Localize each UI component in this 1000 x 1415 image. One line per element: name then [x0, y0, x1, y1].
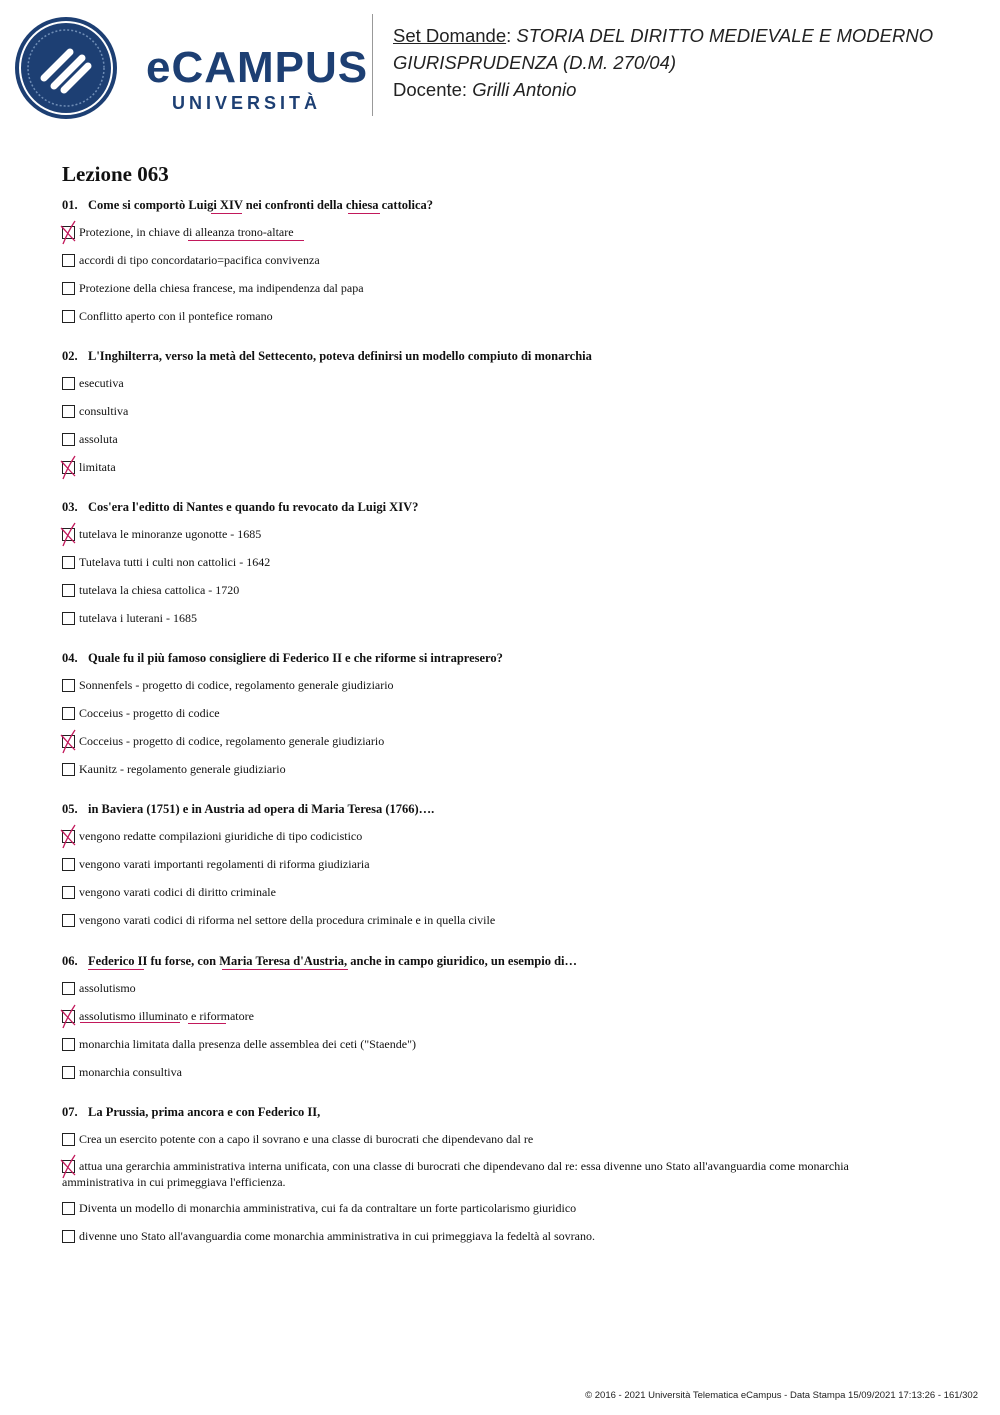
answer-text: vengono varati codici di riforma nel settore della procedura criminale e in quella civile — [79, 913, 496, 927]
answer-checkbox[interactable] — [62, 830, 75, 843]
answer-checkbox[interactable] — [62, 707, 75, 720]
answer-text: monarchia consultiva — [79, 1065, 182, 1079]
answer-option — [62, 1064, 922, 1080]
answer-option — [62, 980, 922, 996]
question-number: 04. — [62, 651, 78, 665]
teacher-line — [393, 76, 933, 103]
brand-name: eCAMPUS — [146, 43, 369, 92]
answer-option — [62, 1131, 922, 1147]
answer-checkbox[interactable] — [62, 377, 75, 390]
answer-text: tutelava le minoranze ugonotte - 1685 — [79, 527, 262, 541]
question-1 — [62, 198, 433, 213]
handwritten-underline — [220, 213, 242, 214]
handwritten-underline — [88, 969, 144, 970]
answer-option — [62, 1228, 922, 1244]
answer-checkbox[interactable] — [62, 433, 75, 446]
answer-checkbox[interactable] — [62, 556, 75, 569]
answer-checkbox[interactable] — [62, 679, 75, 692]
answer-option — [62, 554, 922, 570]
set-label: Set Domande — [393, 25, 507, 46]
answer-text: tutelava i luterani - 1685 — [79, 611, 197, 625]
answer-text: assoluta — [79, 432, 118, 446]
question-text: Federico II fu forse, con Maria Teresa d'Austria, anche in campo giuridico, un esempio di… — [88, 954, 577, 968]
answer-checkbox[interactable] — [62, 982, 75, 995]
answer-option — [62, 280, 922, 296]
answer-text: Conflitto aperto con il pontefice romano — [79, 309, 273, 323]
answer-option — [62, 431, 922, 447]
question-text: Cos'era l'editto di Nantes e quando fu revocato da Luigi XIV? — [88, 500, 419, 514]
answer-text: assolutismo illuminato e riformatore — [79, 1009, 254, 1023]
answer-text: tutelava la chiesa cattolica - 1720 — [79, 583, 240, 597]
question-text: in Baviera (1751) e in Austria ad opera di Maria Teresa (1766)…. — [88, 802, 435, 816]
footer-text: © 2016 - 2021 Università Telematica eCampus - Data Stampa 15/09/2021 17:13:26 - 161/302 — [585, 1390, 978, 1401]
answer-text: vengono varati codici di diritto criminale — [79, 885, 276, 899]
answer-text: vengono varati importanti regolamenti di riforma giudiziaria — [79, 857, 370, 871]
answer-checkbox[interactable] — [62, 1202, 75, 1215]
answer-checkbox[interactable] — [62, 1066, 75, 1079]
question-3 — [62, 500, 418, 515]
answer-option — [62, 1200, 922, 1216]
answer-text: attua una gerarchia amministrativa interna unificata, con una classe di burocrati che dipendevano dal re: essa divenne uno Stato all'avanguardia come monarchia amministrativa in cui primeggiava l'efficienza. — [62, 1159, 849, 1189]
answer-checkbox[interactable] — [62, 612, 75, 625]
answer-checkbox[interactable] — [62, 914, 75, 927]
header-info — [393, 22, 933, 103]
ecampus-logo — [14, 16, 369, 116]
answer-text: Cocceius - progetto di codice — [79, 706, 220, 720]
question-text: Come si comportò Luigi XIV nei confronti della chiesa cattolica? — [88, 198, 433, 212]
answer-text: consultiva — [79, 404, 129, 418]
question-text: La Prussia, prima ancora e con Federico II, — [88, 1105, 321, 1119]
answer-option — [62, 1158, 922, 1190]
answer-option — [62, 252, 922, 268]
answer-option — [62, 308, 922, 324]
ecampus-emblem-icon — [14, 16, 118, 120]
answer-checkbox[interactable] — [62, 1230, 75, 1243]
answer-checkbox[interactable] — [62, 226, 75, 239]
answer-text: vengono redatte compilazioni giuridiche di tipo codicistico — [79, 829, 363, 843]
answer-option — [62, 403, 922, 419]
answer-option — [62, 582, 922, 598]
question-number: 03. — [62, 500, 78, 514]
teacher-label: Docente: — [393, 79, 468, 100]
answer-option — [62, 828, 922, 844]
answer-text: Tutelava tutti i culti non cattolici - 1642 — [79, 555, 271, 569]
answer-option — [62, 375, 922, 391]
teacher-name: Grilli Antonio — [472, 79, 577, 100]
answer-checkbox[interactable] — [62, 1160, 75, 1173]
answer-checkbox[interactable] — [62, 405, 75, 418]
answer-text: Diventa un modello di monarchia amministrativa, cui fa da contraltare un forte particolarismo giuridico — [79, 1201, 577, 1215]
answer-text: Crea un esercito potente con a capo il sovrano e una classe di burocrati che dipendevano dal re — [79, 1132, 534, 1146]
answer-checkbox[interactable] — [62, 584, 75, 597]
answer-option — [62, 1036, 922, 1052]
course-line: Set Domande: STORIA DEL DIRITTO MEDIEVALE E MODERNO — [393, 25, 934, 46]
answer-option — [62, 856, 922, 872]
answer-checkbox[interactable] — [62, 735, 75, 748]
answer-text: Kaunitz - regolamento generale giudiziario — [79, 762, 286, 776]
answer-text: Protezione della chiesa francese, ma indipendenza dal papa — [79, 281, 364, 295]
answer-text: assolutismo — [79, 981, 136, 995]
answer-text: accordi di tipo concordatario=pacifica convivenza — [79, 253, 320, 267]
answer-option — [62, 733, 922, 749]
answer-option — [62, 705, 922, 721]
answer-option — [62, 912, 922, 928]
handwritten-underline — [188, 1023, 226, 1024]
question-number: 02. — [62, 349, 78, 363]
answer-checkbox[interactable] — [62, 886, 75, 899]
answer-checkbox[interactable] — [62, 310, 75, 323]
question-number: 01. — [62, 198, 78, 212]
answer-text: Sonnenfels - progetto di codice, regolamento generale giudiziario — [79, 678, 394, 692]
answer-text: limitata — [79, 460, 116, 474]
question-number: 05. — [62, 802, 78, 816]
answer-checkbox[interactable] — [62, 1133, 75, 1146]
answer-option — [62, 1008, 922, 1024]
answer-option — [62, 884, 922, 900]
question-6 — [62, 954, 577, 969]
answer-text: esecutiva — [79, 376, 124, 390]
course-title: STORIA DEL DIRITTO MEDIEVALE E MODERNO — [516, 25, 934, 46]
answer-text: Cocceius - progetto di codice, regolamento generale giudiziario — [79, 734, 385, 748]
answer-text: monarchia limitata dalla presenza delle assemblea dei ceti ("Staende") — [79, 1037, 416, 1051]
answer-option — [62, 761, 922, 777]
brand-subtitle: UNIVERSITÀ — [172, 93, 322, 113]
answer-checkbox[interactable] — [62, 461, 75, 474]
answer-option — [62, 610, 922, 626]
handwritten-underline — [188, 240, 304, 241]
header-divider — [372, 14, 373, 116]
question-7 — [62, 1105, 320, 1120]
handwritten-underline — [222, 969, 348, 970]
answer-checkbox[interactable] — [62, 763, 75, 776]
answer-checkbox[interactable] — [62, 254, 75, 267]
answer-checkbox[interactable] — [62, 282, 75, 295]
question-5 — [62, 802, 434, 817]
answer-checkbox[interactable] — [62, 1010, 75, 1023]
lesson-title: Lezione 063 — [62, 162, 169, 186]
question-2 — [62, 349, 592, 364]
answer-checkbox[interactable] — [62, 528, 75, 541]
degree-line — [393, 49, 933, 76]
answer-checkbox[interactable] — [62, 1038, 75, 1051]
question-number: 07. — [62, 1105, 78, 1119]
answer-checkbox[interactable] — [62, 858, 75, 871]
question-text: L'Inghilterra, verso la metà del Settecento, poteva definirsi un modello compiuto di monarchia — [88, 349, 592, 363]
question-4 — [62, 651, 503, 666]
answer-text: divenne uno Stato all'avanguardia come monarchia amministrativa in cui primeggiava la fedeltà al sovrano. — [79, 1229, 595, 1243]
question-number: 06. — [62, 954, 78, 968]
answer-option — [62, 224, 922, 240]
answer-option — [62, 526, 922, 542]
handwritten-underline — [348, 213, 380, 214]
answer-text: Protezione, in chiave di alleanza trono-altare — [79, 225, 294, 239]
answer-option — [62, 677, 922, 693]
handwritten-underline — [80, 1022, 180, 1023]
question-text: Quale fu il più famoso consigliere di Federico II e che riforme si intrapresero? — [88, 651, 503, 665]
answer-option — [62, 459, 922, 475]
degree-title: GIURISPRUDENZA (D.M. 270/04) — [393, 52, 677, 73]
